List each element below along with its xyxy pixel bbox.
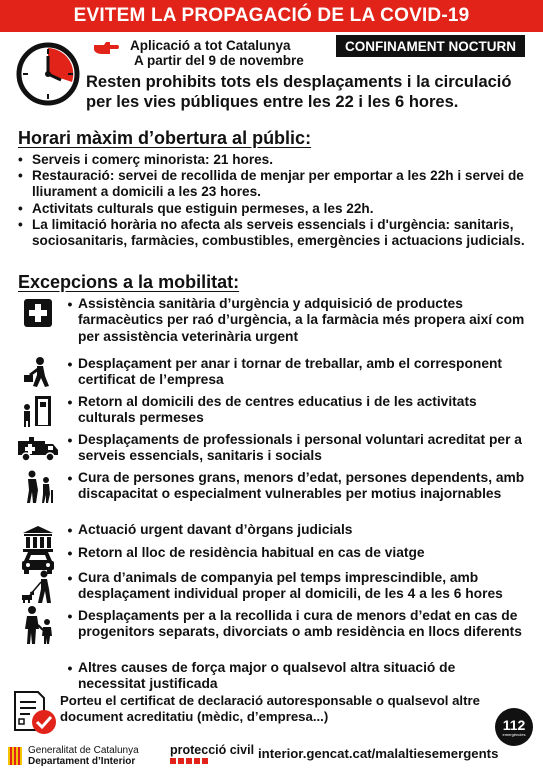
parent-child-icon [14, 608, 62, 642]
opening-hours-heading: Horari màxim d’obertura al públic: [18, 128, 312, 148]
dog-walking-icon [14, 570, 62, 604]
commuter-icon [14, 356, 62, 390]
exception-text: Actuació urgent davant d’òrgans judicials [78, 522, 353, 537]
night-confinement-badge: CONFINAMENT NOCTURN [336, 35, 525, 57]
list-item: • Serveis i comerç minorista: 21 hores. [18, 152, 528, 168]
scope-line-1: Aplicació a tot Catalunya [130, 38, 291, 53]
prohibition-statement: Resten prohibits tots els desplaçaments i la circulació per les vies públiques entre les 22 i les 6 hores. [86, 73, 512, 111]
exception-item: • Assistència sanitària d’urgència y adquisició de productes farmacèutics per raó d’urgència, a la farmàcia més propera així com per assistència veterinària urgent [14, 296, 534, 345]
exception-text: Retorn al lloc de residència habitual en cas de viatge [78, 545, 425, 560]
elderly-care-icon [14, 470, 62, 504]
exception-text: Cura d’animals de companyia pel temps imprescindible, amb desplaçament individual proper al domicili, de les 4 a les 6 hores [78, 570, 503, 602]
scope-line-2: A partir del 9 de novembre [134, 53, 304, 68]
government-logo [8, 745, 139, 767]
list-item: • Restauració: servei de recollida de menjar per emportar a les 22h i servei de lliurament a domicili a les 23 hores. [18, 168, 528, 200]
exception-text: Altres causes de força major o qualsevol altra situació de necessitat justificada [78, 660, 456, 692]
exception-item: • Retorn al lloc de residència habitual en cas de viatge [14, 545, 534, 579]
school-door-icon [14, 394, 62, 428]
exception-text: Desplaçaments de professionals i personal voluntari acreditat per a serveis essencials, sanitaris i socials [78, 432, 522, 464]
exception-text: Retorn al domicili des de centres educatius i de les activitats culturals permeses [78, 394, 477, 426]
civil-protection-label: protecció civil [170, 743, 255, 757]
civil-protection-stripes [170, 758, 254, 764]
clock-icon [16, 42, 80, 106]
exception-item: • Desplaçaments per a la recollida i cura de menors d’edat en cas de progenitors separats, divorciats o amb residència en llocs diferents [14, 608, 534, 642]
emergency-label: emergències [502, 731, 526, 737]
scope-text [130, 38, 304, 68]
list-item: • La limitació horària no afecta als serveis essencials i d'urgència: sanitaris, sociosanitaris, farmàcies, combustibles, emergències i actuacions judicials. [18, 217, 528, 249]
exception-item: • Cura de persones grans, menors d’edat, persones dependents, amb discapacitat o especialment vulnerables per motius inajornables [14, 470, 534, 504]
emergency-number: 112 [502, 716, 526, 733]
senyera-icon [8, 747, 22, 765]
department-name: Departament d’Interior [28, 756, 136, 767]
exception-item: • Retorn al domicili des de centres educatius i de les activitats culturals permeses [14, 394, 534, 428]
civil-protection-logo [170, 743, 254, 764]
opening-hours-list [18, 152, 528, 249]
declaration-note: Porteu el certificat de declaració autoresponsable o qualsevol altre document acreditatiu (mèdic, d’empresa...) [60, 693, 480, 724]
certificate-check-icon [12, 690, 58, 736]
exception-item: • Altres causes de força major o qualsevol altra situació de necessitat justificada [14, 660, 534, 693]
list-item: • Activitats culturals que estiguin permeses, a les 22h. [18, 201, 528, 217]
government-name: Generalitat de Catalunya [28, 745, 139, 756]
exception-text: Cura de persones grans, menors d’edat, persones dependents, amb discapacitat o especialment vulnerables per motius inajornables [78, 470, 525, 502]
exception-item: • Actuació urgent davant d’òrgans judicials [14, 522, 534, 556]
exception-text: Desplaçament per anar i tornar de treballar, amb el corresponent certificat de l’empresa [78, 356, 503, 388]
poster-title: EVITEM LA PROPAGACIÓ DE LA COVID-19 [0, 0, 543, 32]
exception-text: Desplaçaments per a la recollida i cura de menors d’edat en cas de progenitors separats, divorciats o amb residència en llocs diferents [78, 608, 522, 640]
pointing-hand-icon [92, 40, 120, 56]
exception-item: • Desplaçament per anar i tornar de treballar, amb el corresponent certificat de l’empresa [14, 356, 534, 390]
exception-item: • Cura d’animals de companyia pel temps imprescindible, amb desplaçament individual proper al domicili, de les 4 a les 6 hores [14, 570, 534, 604]
ambulance-icon [14, 432, 62, 466]
website-link[interactable]: interior.gencat.cat/malaltiesemergents [258, 746, 499, 761]
exception-text: Assistència sanitària d’urgència y adquisició de productes farmacèutics per raó d’urgència, a la farmàcia més propera així com per assistència veterinària urgent [78, 296, 525, 344]
exceptions-heading: Excepcions a la mobilitat: [18, 272, 240, 292]
footer [0, 740, 543, 768]
medical-cross-icon [14, 296, 62, 330]
exception-item: • Desplaçaments de professionals i personal voluntari acreditat per a serveis essencials, sanitaris i socials [14, 432, 534, 466]
